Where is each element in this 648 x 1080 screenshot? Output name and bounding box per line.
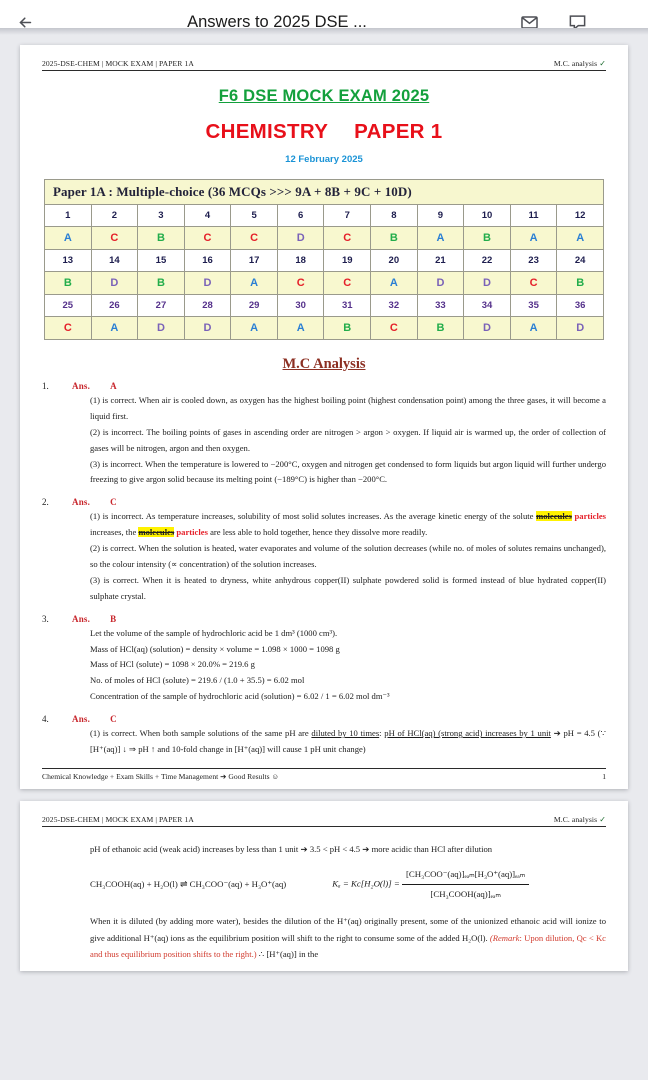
exam-title: F6 DSE MOCK EXAM 2025	[218, 87, 430, 105]
ka-fraction	[402, 866, 529, 903]
equation-right	[332, 866, 529, 903]
mc-question-number: 4	[184, 205, 231, 227]
mc-question-number: 17	[231, 250, 278, 272]
mc-question-number: 6	[277, 205, 324, 227]
page-2-content	[90, 841, 606, 963]
mc-question-number: 35	[510, 295, 557, 317]
analysis-question-number: 2.	[42, 497, 49, 508]
check-icon: ✓	[599, 59, 606, 68]
mc-question-number: 18	[277, 250, 324, 272]
struck-word-2: molecules	[138, 527, 175, 538]
mc-answer-cell: A	[417, 227, 464, 250]
mc-question-number: 21	[417, 250, 464, 272]
analysis-question-body	[90, 726, 606, 758]
q4-part-1: (1) is correct. When both sample solutions of the same pH are	[90, 728, 312, 739]
corrected-line-part-3: are less able to hold together, hence they dissolve more readily.	[207, 527, 428, 538]
mc-question-number: 20	[371, 250, 418, 272]
p2-line-1: pH of ethanoic acid (weak acid) increases by less than 1 unit ➔ 3.5 < pH < 4.5 ➔ more acidic than HCl after dilution	[90, 843, 493, 854]
analysis-ans-value: B	[110, 613, 117, 624]
mc-question-number: 28	[184, 295, 231, 317]
corrected-line-part-1: (1) is incorrect. As temperature increases, solubility of most solid solutes increases. As the average kinetic energy of the solute	[90, 511, 537, 522]
mc-answer-cell: B	[464, 227, 511, 250]
ka-denominator: [CH₃COOH(aq)]ₑₐₘ	[430, 888, 501, 899]
mc-table-caption: Paper 1A : Multiple-choice (36 MCQs >>> 9A + 8B + 9C + 10D)	[45, 180, 604, 205]
mc-question-number: 8	[371, 205, 418, 227]
ka-numerator: [CH₃COO⁻(aq)]ₑₐₘ[H₃O⁺(aq)]ₑₐₘ	[402, 866, 529, 885]
mc-answer-cell: C	[277, 272, 324, 295]
mc-answer-cell: D	[557, 317, 604, 340]
ka-expression-lhs: Kₐ = Kс[H₂O(l)] =	[332, 878, 400, 889]
mc-answer-cell: D	[184, 272, 231, 295]
exam-date: 12 February 2025	[285, 154, 363, 165]
running-head-right: M.C. analysis ✓	[553, 59, 606, 68]
mc-answer-cell: B	[557, 272, 604, 295]
running-head-left: 2025-DSE-CHEM | MOCK EXAM | PAPER 1A	[42, 59, 194, 68]
window-title: Answers to 2025 DSE ...	[187, 12, 367, 28]
mc-analysis-body	[42, 381, 606, 758]
p2-line-2-text: When it is diluted (by adding more water), besides the dilution of the H⁺(aq) originally present, some of the unionized ethanoic acid will ionize to give additional H⁺(aq) ions as the equilibrium position will shift to the right to consume some of the added H₂O(l).	[90, 915, 606, 943]
mc-question-number: 2	[91, 205, 138, 227]
back-arrow-icon[interactable]	[12, 9, 38, 28]
mc-question-number: 27	[138, 295, 185, 317]
mc-question-number: 3	[138, 205, 185, 227]
app-toolbar	[0, 0, 648, 28]
analysis-question-head	[42, 381, 606, 391]
footer-motto: Chemical Knowledge + Exam Skills + Time Management ➔ Good Results ☺	[42, 771, 280, 781]
analysis-underlined-line	[90, 726, 606, 758]
analysis-question-number: 4.	[42, 714, 49, 725]
mail-icon[interactable]	[516, 9, 542, 28]
mc-answer-cell: B	[138, 272, 185, 295]
analysis-line: (2) is correct. When the solution is heated, water evaporates and volume of the solution decreases (while no. of moles of solutes remains unchanged), so the colour intensity (∝ concentration) of the solution increases.	[90, 543, 606, 570]
analysis-ans-value: C	[110, 497, 117, 508]
analysis-ans-value: C	[110, 714, 117, 725]
mc-question-number: 23	[510, 250, 557, 272]
analysis-question-head	[42, 614, 606, 624]
mc-answer-cell: C	[91, 227, 138, 250]
mc-answer-cell: D	[138, 317, 185, 340]
analysis-line: (1) is correct. When air is cooled down, as oxygen has the highest boiling point (highest condensation point) among the three gases, it will become a liquid first.	[90, 395, 606, 421]
mc-question-number: 30	[277, 295, 324, 317]
mc-answer-cell: D	[464, 317, 511, 340]
mc-question-number: 1	[45, 205, 92, 227]
mc-question-number: 29	[231, 295, 278, 317]
page-footer	[42, 768, 606, 781]
mc-answer-cell: A	[231, 317, 278, 340]
mc-answer-cell: C	[324, 272, 371, 295]
check-icon-2: ✓	[599, 814, 606, 824]
mc-question-number: 12	[557, 205, 604, 227]
q4-part-3: ➔ pH = 4.5 (∵ [H⁺(aq)] ↓ ⇒ pH ↑ and 10-fold change in [H⁺(aq)] will cause 1 pH unit change)	[90, 728, 606, 755]
analysis-question-block	[42, 497, 606, 604]
analysis-question-block	[42, 381, 606, 488]
q4-part-2: :	[379, 728, 385, 739]
analysis-question-body	[90, 626, 606, 705]
corrected-line-part-2: increases, the	[90, 527, 139, 538]
analysis-ans-label: Ans.	[72, 381, 91, 391]
mc-answer-cell: B	[417, 317, 464, 340]
struck-word-1: molecules	[536, 511, 572, 522]
mc-question-number: 5	[231, 205, 278, 227]
mc-answer-row	[45, 272, 604, 295]
analysis-line: (2) is incorrect. The boiling points of gases in ascending order are nitrogen > argon > oxygen. If liquid air is warmed up, the order of collection of gases will be nitrogen, argon and then oxygen.	[90, 426, 606, 453]
document-scroll-area[interactable]	[0, 35, 648, 971]
subject-title	[42, 120, 606, 144]
running-head-2-right: M.C. analysis ✓	[553, 814, 606, 824]
mc-answer-cell: C	[45, 317, 92, 340]
analysis-question-block	[42, 614, 606, 705]
running-head-2-left: 2025-DSE-CHEM | MOCK EXAM | PAPER 1A	[42, 814, 194, 824]
analysis-corrected-line	[90, 509, 606, 541]
equation-left: CH₃COOH(aq) + H₂O(l) ⇌ CH₃COO⁻(aq) + H₃O⁺(aq)	[90, 878, 287, 889]
analysis-line: No. of moles of HCl (solute) = 219.6 / (1.0 + 35.5) = 6.02 mol	[90, 675, 305, 686]
mc-question-number-row	[45, 295, 604, 317]
q4-underline-1: diluted by 10 times	[311, 728, 380, 739]
analysis-question-head	[42, 497, 606, 507]
mc-question-number: 13	[45, 250, 92, 272]
mc-answer-cell: B	[324, 317, 371, 340]
mc-question-number: 19	[324, 250, 371, 272]
mc-answer-cell: A	[45, 227, 92, 250]
document-page-1	[20, 45, 628, 789]
analysis-question-body	[90, 393, 606, 488]
mc-answer-table	[44, 179, 604, 340]
mc-answer-cell: B	[138, 227, 185, 250]
analysis-ans-value: A	[110, 381, 117, 391]
remark-open: (Remark	[489, 932, 520, 943]
analysis-question-block	[42, 714, 606, 758]
subject-name: CHEMISTRY	[205, 120, 329, 143]
mc-answer-table-wrapper	[44, 179, 604, 340]
comment-icon[interactable]	[564, 9, 590, 28]
analysis-line: Concentration of the sample of hydrochloric acid (solution) = 6.02 / 1 = 6.02 mol dm⁻³	[90, 691, 390, 702]
mc-answer-cell: C	[184, 227, 231, 250]
mc-answer-row	[45, 227, 604, 250]
mc-answer-cell: A	[277, 317, 324, 340]
mc-answer-cell: C	[371, 317, 418, 340]
analysis-question-body	[90, 509, 606, 604]
mc-answer-cell: A	[231, 272, 278, 295]
mc-answer-cell: D	[91, 272, 138, 295]
equilibrium-equation-row	[90, 866, 606, 903]
paper-name: PAPER 1	[354, 120, 443, 143]
mc-question-number: 32	[371, 295, 418, 317]
mc-question-number: 25	[45, 295, 92, 317]
running-head-2	[42, 815, 606, 827]
mc-question-number: 33	[417, 295, 464, 317]
mc-answer-cell: D	[464, 272, 511, 295]
mc-question-number: 26	[91, 295, 138, 317]
mc-question-number-row	[45, 250, 604, 272]
analysis-ans-label: Ans.	[72, 714, 91, 725]
mc-answer-cell: A	[510, 227, 557, 250]
p2-line-3-tail: ∴ [H⁺(aq)] in the	[256, 949, 319, 960]
mc-answer-cell: D	[417, 272, 464, 295]
analysis-line: Mass of HCl (solute) = 1098 × 20.0% = 219.6 g	[90, 659, 255, 670]
mc-question-number: 34	[464, 295, 511, 317]
mc-question-number: 9	[417, 205, 464, 227]
analysis-line: (3) is incorrect. When the temperature is lowered to −200°C, oxygen and nitrogen get condensed to form liquids but argon liquid will further undergo freezing to give argon solid because its melting point (−189°C) is higher than −200°C.	[90, 458, 606, 485]
correction-word-1: particles	[574, 511, 607, 522]
analysis-question-number: 1.	[42, 381, 49, 391]
mc-question-number: 16	[184, 250, 231, 272]
correction-word-2: particles	[176, 527, 208, 538]
analysis-ans-label: Ans.	[72, 497, 91, 508]
mc-answer-cell: D	[184, 317, 231, 340]
mc-answer-cell: A	[91, 317, 138, 340]
mc-question-number: 36	[557, 295, 604, 317]
document-page-2	[20, 801, 628, 971]
q4-underline-2: pH of HCl(aq) (strong acid) increases by 1 unit	[384, 728, 551, 739]
mc-answer-cell: B	[371, 227, 418, 250]
mc-answer-cell: A	[557, 227, 604, 250]
mc-answer-cell: C	[324, 227, 371, 250]
mc-answer-cell: C	[231, 227, 278, 250]
analysis-line: Let the volume of the sample of hydrochloric acid be 1 dm³ (1000 cm³).	[90, 627, 338, 638]
mc-answer-cell: B	[45, 272, 92, 295]
analysis-line: (3) is correct. When it is heated to dryness, white anhydrous copper(II) sulphate powdered solid is formed instead of blue hydrated copper(II) sulphate crystal.	[90, 574, 606, 601]
mc-question-number: 22	[464, 250, 511, 272]
analysis-ans-label: Ans.	[72, 613, 91, 624]
page-number: 1	[602, 771, 606, 781]
analysis-question-head	[42, 714, 606, 724]
analysis-line: Mass of HCl(aq) (solution) = density × volume = 1.098 × 1000 = 1098 g	[90, 643, 340, 654]
mc-question-number: 15	[138, 250, 185, 272]
mc-question-number: 24	[557, 250, 604, 272]
running-head	[42, 59, 606, 71]
p2-line-2	[90, 913, 606, 963]
mc-question-number: 7	[324, 205, 371, 227]
mc-answer-row	[45, 317, 604, 340]
toolbar-shadow	[0, 28, 648, 35]
mc-answer-cell: A	[510, 317, 557, 340]
mc-answer-cell: C	[510, 272, 557, 295]
mc-table-caption-row	[45, 180, 604, 205]
remark-body: : Upon dilution, Qс < Kс and thus equilibrium position shifts to the right.)	[90, 932, 606, 960]
mc-analysis-heading: M.C Analysis	[282, 356, 366, 372]
mc-question-number: 11	[510, 205, 557, 227]
mc-answer-cell: D	[277, 227, 324, 250]
mc-question-number: 10	[464, 205, 511, 227]
mc-question-number: 31	[324, 295, 371, 317]
mc-question-number-row	[45, 205, 604, 227]
mc-question-number: 14	[91, 250, 138, 272]
analysis-question-number: 3.	[42, 613, 49, 624]
mc-answer-cell: A	[371, 272, 418, 295]
